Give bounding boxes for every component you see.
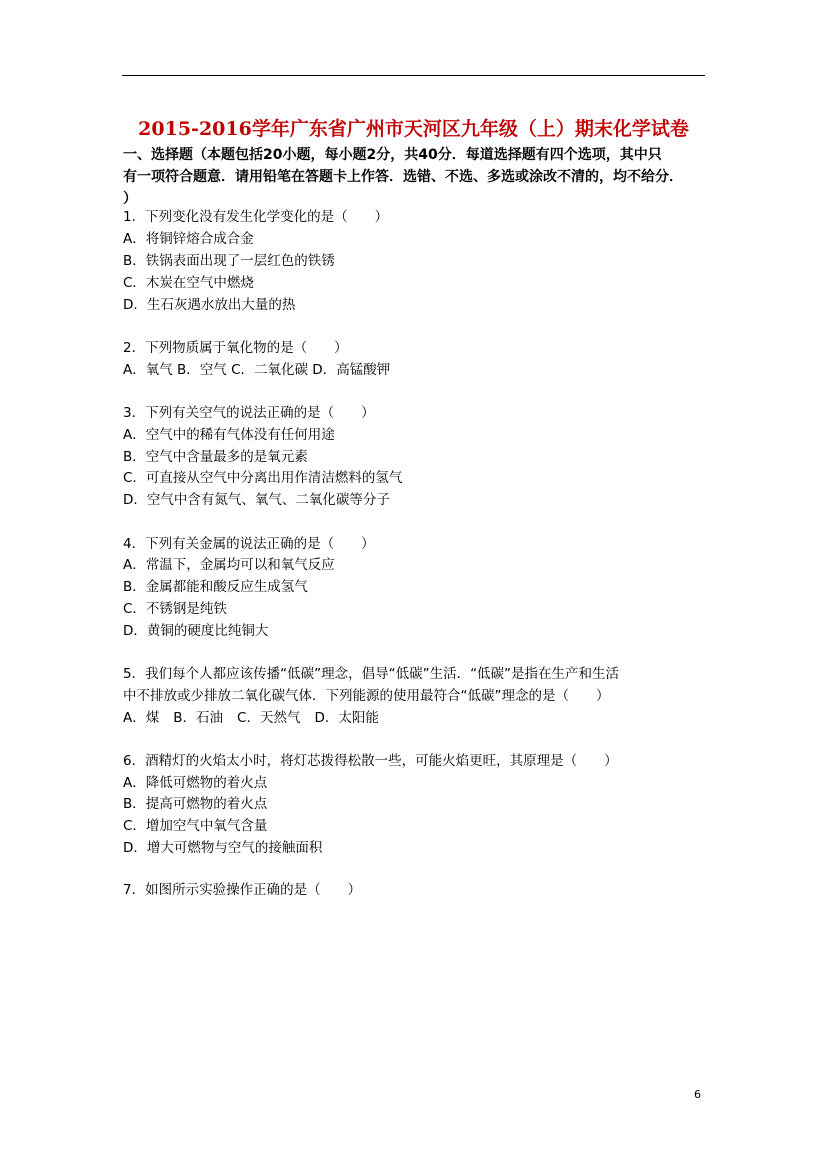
- exam-title: 2015-2016学年广东省广州市天河区九年级（上）期末化学试卷: [138, 118, 689, 140]
- q3-option-d: D．空气中含有氮气、氧气、二氧化碳等分子: [123, 492, 390, 508]
- q5-option-b: B．石油: [173, 710, 224, 726]
- q3-option-c: C．可直接从空气中分离出用作清洁燃料的氢气: [123, 470, 403, 486]
- q1-option-a: A．将铜锌熔合成合金: [123, 231, 254, 247]
- q1-option-d: D．生石灰遇水放出大量的热: [123, 297, 296, 313]
- q5-option-c: C．天然气: [237, 710, 301, 726]
- q1-stem: 1．下列变化没有发生化学变化的是（ ）: [123, 209, 389, 225]
- q4-stem: 4．下列有关金属的说法正确的是（ ）: [123, 536, 375, 552]
- q5-option-a: A．煤: [123, 710, 160, 726]
- q6-option-d: D．增大可燃物与空气的接触面积: [123, 840, 323, 856]
- q5-stem-line-2: 中不排放或少排放二氧化碳气体．下列能源的使用最符合“低碳”理念的是（ ）: [123, 688, 610, 704]
- q6-option-b: B．提高可燃物的着火点: [123, 796, 268, 812]
- q3-option-a: A．空气中的稀有气体没有任何用途: [123, 427, 335, 443]
- q2-stem: 2．下列物质属于氧化物的是（ ）: [123, 340, 348, 356]
- section-line-1: 一、选择题（本题包括20小题，每小题2分，共40分．每道选择题有四个选项，其中只: [123, 147, 662, 163]
- q6-option-a: A．降低可燃物的着火点: [123, 775, 268, 791]
- q5-options: [123, 709, 379, 727]
- q4-option-d: D．黄铜的硬度比纯铜大: [123, 623, 269, 639]
- q6-stem: 6．酒精灯的火焰太小时，将灯芯拨得松散一些，可能火焰更旺，其原理是（ ）: [123, 753, 618, 769]
- q2-options: A．氧气 B．空气 C．二氧化碳 D．高锰酸钾: [123, 362, 391, 378]
- q5-stem-line-1: 5．我们每个人都应该传播“低碳”理念，倡导“低碳”生活．“低碳”是指在生产和生活: [123, 666, 620, 682]
- q4-option-c: C．不锈钢是纯铁: [123, 601, 227, 617]
- q3-option-b: B．空气中含量最多的是氧元素: [123, 449, 308, 465]
- q3-stem: 3．下列有关空气的说法正确的是（ ）: [123, 405, 375, 421]
- q4-option-a: A．常温下，金属均可以和氧气反应: [123, 557, 335, 573]
- q4-option-b: B．金属都能和酸反应生成氢气: [123, 579, 308, 595]
- q6-option-c: C．增加空气中氧气含量: [123, 818, 268, 834]
- q1-option-c: C．木炭在空气中燃烧: [123, 275, 254, 291]
- q5-option-d: D．太阳能: [314, 710, 379, 726]
- section-line-3: ）: [123, 191, 137, 207]
- section-line-2: 有一项符合题意．请用铅笔在答题卡上作答．选错、不选、多选或涂改不清的，均不给分．: [123, 169, 683, 185]
- q7-stem: 7．如图所示实验操作正确的是（ ）: [123, 882, 362, 898]
- section-instructions: [123, 144, 708, 210]
- page-number: 6: [694, 1088, 701, 1101]
- header-rule: [122, 75, 705, 76]
- q1-option-b: B．铁锅表面出现了一层红色的铁锈: [123, 253, 335, 269]
